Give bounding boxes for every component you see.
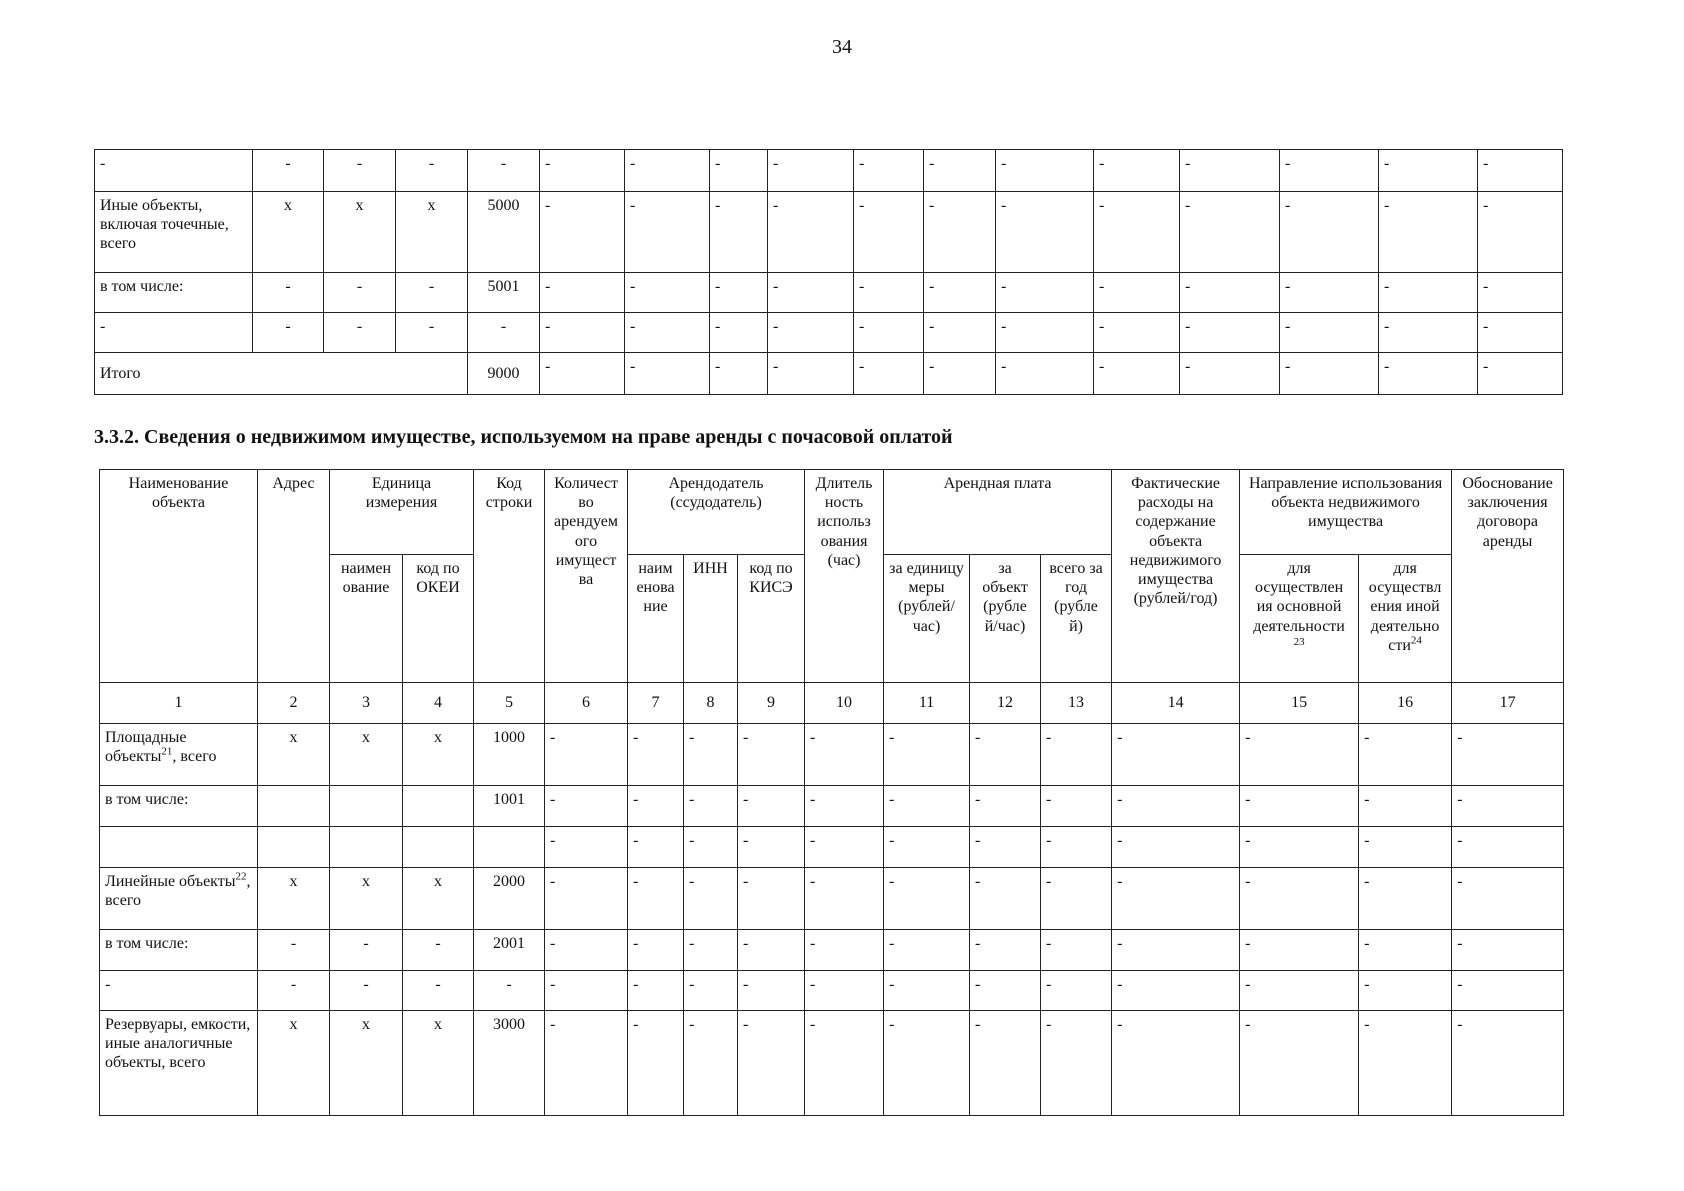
cell-value: - [1359, 868, 1452, 930]
cell-value: - [1478, 150, 1563, 192]
row-name [100, 1011, 258, 1116]
cell-address: - [253, 150, 324, 192]
cell-value: - [540, 273, 625, 313]
cell-value: - [738, 971, 805, 1011]
header-unit: Единица измерения [330, 470, 474, 555]
cell-row-code: 5000 [468, 192, 540, 273]
column-number: 5 [474, 683, 545, 724]
cell-value: - [970, 827, 1041, 868]
cell-value: - [625, 273, 710, 313]
cell-value: - [1452, 868, 1564, 930]
cell-address: x [258, 868, 330, 930]
cell-value: - [540, 192, 625, 273]
cell-value: - [545, 930, 628, 971]
header-direction-main-text: для осуществлен ия основной деятельности [1253, 560, 1345, 635]
cell-row-code: - [468, 313, 540, 353]
cell-unit-name: - [324, 150, 396, 192]
table-row [100, 971, 1564, 1011]
row-name-text: Линейные объекты [105, 873, 236, 890]
row-name-suffix: , всего [105, 873, 251, 910]
cell-value: - [684, 971, 738, 1011]
cell-value: - [970, 786, 1041, 827]
cell-value: - [854, 150, 924, 192]
cell-value: - [1041, 868, 1112, 930]
cell-value: - [1280, 313, 1379, 353]
header-lessor-inn: ИНН [684, 555, 738, 683]
cell-value: - [1379, 273, 1478, 313]
cell-value: - [1359, 930, 1452, 971]
cell-value: - [970, 971, 1041, 1011]
header-address: Адрес [258, 470, 330, 683]
cell-address [258, 786, 330, 827]
cell-value: - [1112, 930, 1240, 971]
cell-address: - [258, 971, 330, 1011]
column-number: 1 [100, 683, 258, 724]
row-name-suffix: , всего [172, 748, 217, 766]
table-row [100, 827, 1564, 868]
cell-unit-name: - [330, 930, 403, 971]
cell-value: - [1240, 930, 1359, 971]
row-name: в том числе: [95, 273, 253, 313]
table-row [95, 313, 1563, 353]
cell-value: - [1240, 724, 1359, 786]
cell-unit-okei: x [403, 724, 474, 786]
cell-row-code: 9000 [468, 353, 540, 395]
cell-value: - [1452, 1011, 1564, 1116]
cell-value: - [1112, 827, 1240, 868]
header-direction-other [1359, 555, 1452, 683]
cell-unit-name [330, 827, 403, 868]
row-name-text: Площадные объекты [105, 729, 187, 766]
cell-value: - [768, 353, 854, 395]
cell-value: - [805, 827, 884, 868]
cell-value: - [545, 724, 628, 786]
cell-value: - [1112, 868, 1240, 930]
cell-value: - [625, 150, 710, 192]
cell-value: - [996, 150, 1094, 192]
cell-value: - [768, 313, 854, 353]
cell-value: - [625, 313, 710, 353]
cell-value: - [540, 150, 625, 192]
cell-value: - [1478, 353, 1563, 395]
cell-value: - [970, 868, 1041, 930]
cell-value: - [1180, 150, 1280, 192]
cell-value: - [884, 971, 970, 1011]
row-name-text: в том числе: [105, 791, 189, 808]
cell-value: - [1452, 971, 1564, 1011]
cell-value: - [1359, 786, 1452, 827]
cell-value: - [625, 353, 710, 395]
cell-value: - [1452, 786, 1564, 827]
cell-value: - [710, 150, 768, 192]
cell-value: - [1094, 273, 1180, 313]
row-name [100, 930, 258, 971]
cell-value: - [710, 353, 768, 395]
cell-value: - [1041, 930, 1112, 971]
cell-value: - [628, 868, 684, 930]
cell-row-code: 1001 [474, 786, 545, 827]
cell-value: - [1379, 192, 1478, 273]
cell-value: - [1240, 971, 1359, 1011]
column-number: 9 [738, 683, 805, 724]
cell-value: - [1379, 313, 1478, 353]
cell-row-code: - [468, 150, 540, 192]
header-rent-year: всего за год (рубле й) [1041, 555, 1112, 683]
row-name [100, 724, 258, 786]
cell-value: - [540, 353, 625, 395]
cell-value: - [996, 192, 1094, 273]
cell-value: - [1280, 353, 1379, 395]
total-row [95, 353, 1563, 395]
cell-address: - [253, 313, 324, 353]
row-name: - [95, 150, 253, 192]
cell-row-code: 3000 [474, 1011, 545, 1116]
header-unit-okei: код по ОКЕИ [403, 555, 474, 683]
cell-value: - [738, 827, 805, 868]
footnote-mark: 23 [1293, 635, 1305, 648]
cell-unit-okei [403, 786, 474, 827]
hourly-rent-table-body [100, 470, 1564, 1116]
column-number: 6 [545, 683, 628, 724]
cell-value: - [1094, 192, 1180, 273]
cell-value: - [684, 930, 738, 971]
continued-table [94, 149, 1563, 395]
cell-value: - [710, 192, 768, 273]
cell-value: - [738, 1011, 805, 1116]
cell-value: - [805, 724, 884, 786]
cell-value: - [1041, 971, 1112, 1011]
header-lessor-name: наим енова ние [628, 555, 684, 683]
column-number: 11 [884, 683, 970, 724]
cell-value: - [684, 1011, 738, 1116]
cell-address: - [253, 273, 324, 313]
column-number: 16 [1359, 683, 1452, 724]
cell-value: - [1478, 273, 1563, 313]
header-name: Наименование объекта [100, 470, 258, 683]
column-number: 12 [970, 683, 1041, 724]
cell-value: - [1094, 313, 1180, 353]
cell-value: - [1359, 971, 1452, 1011]
cell-value: - [628, 827, 684, 868]
cell-value: - [805, 930, 884, 971]
cell-unit-name: x [330, 724, 403, 786]
cell-unit-name [330, 786, 403, 827]
header-rent-object: за объект (рубле й/час) [970, 555, 1041, 683]
column-number-row [100, 683, 1564, 724]
cell-value: - [1112, 971, 1240, 1011]
cell-value: - [710, 313, 768, 353]
cell-row-code: 2001 [474, 930, 545, 971]
cell-value: - [996, 313, 1094, 353]
cell-value: - [1280, 273, 1379, 313]
cell-value: - [545, 1011, 628, 1116]
cell-address [258, 827, 330, 868]
table-row [100, 930, 1564, 971]
cell-value: - [625, 192, 710, 273]
cell-value: - [1452, 724, 1564, 786]
row-name: - [95, 313, 253, 353]
cell-unit-okei: x [396, 192, 468, 273]
cell-value: - [970, 930, 1041, 971]
cell-value: - [540, 313, 625, 353]
table-row [95, 273, 1563, 313]
cell-value: - [884, 930, 970, 971]
cell-value: - [854, 192, 924, 273]
footnote-mark: 21 [161, 745, 173, 758]
cell-value: - [1041, 1011, 1112, 1116]
cell-value: - [545, 786, 628, 827]
cell-value: - [684, 827, 738, 868]
cell-unit-okei [403, 827, 474, 868]
header-rent-unit: за единицу меры (рублей/ час) [884, 555, 970, 683]
cell-unit-name: x [330, 868, 403, 930]
cell-value: - [545, 971, 628, 1011]
header-unit-name: наимен ование [330, 555, 403, 683]
cell-value: - [684, 868, 738, 930]
row-name-text: Резервуары, емкости, иные аналогичные объекты, всего [105, 1016, 251, 1072]
cell-unit-name: - [324, 313, 396, 353]
cell-value: - [970, 724, 1041, 786]
cell-value: - [1180, 273, 1280, 313]
header-quantity: Количест во арендуем ого имущест ва [545, 470, 628, 683]
table-row [100, 786, 1564, 827]
cell-value: - [1112, 786, 1240, 827]
cell-value: - [628, 1011, 684, 1116]
cell-value: - [738, 930, 805, 971]
row-name [100, 868, 258, 930]
cell-value: - [628, 930, 684, 971]
header-code: Код строки [474, 470, 545, 683]
cell-value: - [684, 724, 738, 786]
cell-address: x [253, 192, 324, 273]
cell-value: - [738, 786, 805, 827]
cell-value: - [768, 150, 854, 192]
cell-value: - [805, 786, 884, 827]
column-number: 3 [330, 683, 403, 724]
cell-unit-okei: - [403, 930, 474, 971]
cell-value: - [1452, 930, 1564, 971]
row-name [100, 786, 258, 827]
cell-value: - [1280, 150, 1379, 192]
footnote-mark: 24 [1410, 634, 1422, 647]
cell-address: x [258, 1011, 330, 1116]
row-name: Иные объекты, включая точечные, всего [95, 192, 253, 273]
cell-value: - [805, 971, 884, 1011]
cell-value: - [1379, 150, 1478, 192]
cell-unit-okei: - [396, 150, 468, 192]
cell-value: - [545, 868, 628, 930]
cell-row-code: 1000 [474, 724, 545, 786]
cell-value: - [628, 971, 684, 1011]
cell-value: - [545, 827, 628, 868]
column-number: 8 [684, 683, 738, 724]
table-row [100, 724, 1564, 786]
cell-value: - [1180, 353, 1280, 395]
cell-row-code [474, 827, 545, 868]
cell-address: x [258, 724, 330, 786]
cell-value: - [628, 724, 684, 786]
header-basis: Обоснование заключения договора аренды [1452, 470, 1564, 683]
cell-value: - [805, 868, 884, 930]
cell-value: - [884, 868, 970, 930]
cell-value: - [1240, 827, 1359, 868]
cell-value: - [884, 1011, 970, 1116]
cell-value: - [996, 353, 1094, 395]
cell-value: - [684, 786, 738, 827]
column-number: 17 [1452, 683, 1564, 724]
cell-value: - [738, 868, 805, 930]
cell-value: - [1240, 786, 1359, 827]
cell-value: - [1112, 1011, 1240, 1116]
row-name-text: в том числе: [105, 935, 189, 952]
table-row [95, 192, 1563, 273]
cell-value: - [1180, 313, 1280, 353]
header-rent: Арендная плата [884, 470, 1112, 555]
cell-value: - [1180, 192, 1280, 273]
column-number: 4 [403, 683, 474, 724]
cell-value: - [924, 313, 996, 353]
cell-value: - [970, 1011, 1041, 1116]
cell-value: - [1379, 353, 1478, 395]
header-expenses: Фактические расходы на содержание объекта недвижимого имущества (рублей/год) [1112, 470, 1240, 683]
row-name [100, 971, 258, 1011]
cell-row-code: - [474, 971, 545, 1011]
total-label: Итого [95, 353, 468, 395]
column-number: 13 [1041, 683, 1112, 724]
cell-value: - [884, 786, 970, 827]
header-direction-other-text: для осуществл ения иной деятельно сти [1368, 560, 1442, 654]
header-direction-main [1240, 555, 1359, 683]
cell-value: - [1112, 724, 1240, 786]
header-lessor-kise: код по КИСЭ [738, 555, 805, 683]
cell-value: - [884, 827, 970, 868]
cell-value: - [1094, 353, 1180, 395]
row-name-text: - [105, 976, 111, 993]
column-number: 14 [1112, 683, 1240, 724]
footnote-mark: 22 [235, 870, 247, 883]
cell-value: - [1359, 1011, 1452, 1116]
cell-value: - [738, 724, 805, 786]
row-name [100, 827, 258, 868]
cell-address: - [258, 930, 330, 971]
column-number: 2 [258, 683, 330, 724]
column-number: 15 [1240, 683, 1359, 724]
cell-value: - [1094, 150, 1180, 192]
table-row [95, 150, 1563, 192]
cell-value: - [1478, 313, 1563, 353]
column-number: 7 [628, 683, 684, 724]
cell-value: - [768, 273, 854, 313]
page-number: 34 [832, 36, 852, 58]
cell-unit-okei: - [396, 273, 468, 313]
cell-value: - [805, 1011, 884, 1116]
cell-row-code: 5001 [468, 273, 540, 313]
cell-value: - [854, 273, 924, 313]
cell-unit-name: - [330, 971, 403, 1011]
cell-value: - [924, 192, 996, 273]
cell-value: - [1041, 827, 1112, 868]
cell-value: - [628, 786, 684, 827]
cell-value: - [1240, 1011, 1359, 1116]
cell-unit-okei: x [403, 1011, 474, 1116]
cell-value: - [924, 273, 996, 313]
cell-value: - [854, 313, 924, 353]
cell-row-code: 2000 [474, 868, 545, 930]
cell-value: - [924, 353, 996, 395]
table-row [100, 1011, 1564, 1116]
header-direction: Направление использования объекта недвижимого имущества [1240, 470, 1452, 555]
hourly-rent-table [99, 469, 1564, 1116]
column-number: 10 [805, 683, 884, 724]
cell-unit-name: x [330, 1011, 403, 1116]
cell-unit-okei: - [403, 971, 474, 1011]
cell-value: - [768, 192, 854, 273]
cell-value: - [710, 273, 768, 313]
header-lessor: Арендодатель (ссудодатель) [628, 470, 805, 555]
cell-value: - [924, 150, 996, 192]
cell-value: - [854, 353, 924, 395]
section-title: 3.3.2. Сведения о недвижимом имуществе, используемом на праве аренды с почасовой оплатой [94, 426, 953, 448]
cell-value: - [1280, 192, 1379, 273]
continued-table-body [95, 150, 1563, 395]
cell-value: - [1359, 724, 1452, 786]
cell-unit-name: x [324, 192, 396, 273]
cell-value: - [884, 724, 970, 786]
cell-value: - [1240, 868, 1359, 930]
cell-value: - [1041, 724, 1112, 786]
cell-unit-okei: x [403, 868, 474, 930]
cell-value: - [1452, 827, 1564, 868]
cell-unit-okei: - [396, 313, 468, 353]
header-row-1 [100, 470, 1564, 555]
cell-value: - [996, 273, 1094, 313]
table-row [100, 868, 1564, 930]
cell-value: - [1041, 786, 1112, 827]
cell-unit-name: - [324, 273, 396, 313]
header-duration: Длитель ность использ ования (час) [805, 470, 884, 683]
cell-value: - [1478, 192, 1563, 273]
cell-value: - [1359, 827, 1452, 868]
